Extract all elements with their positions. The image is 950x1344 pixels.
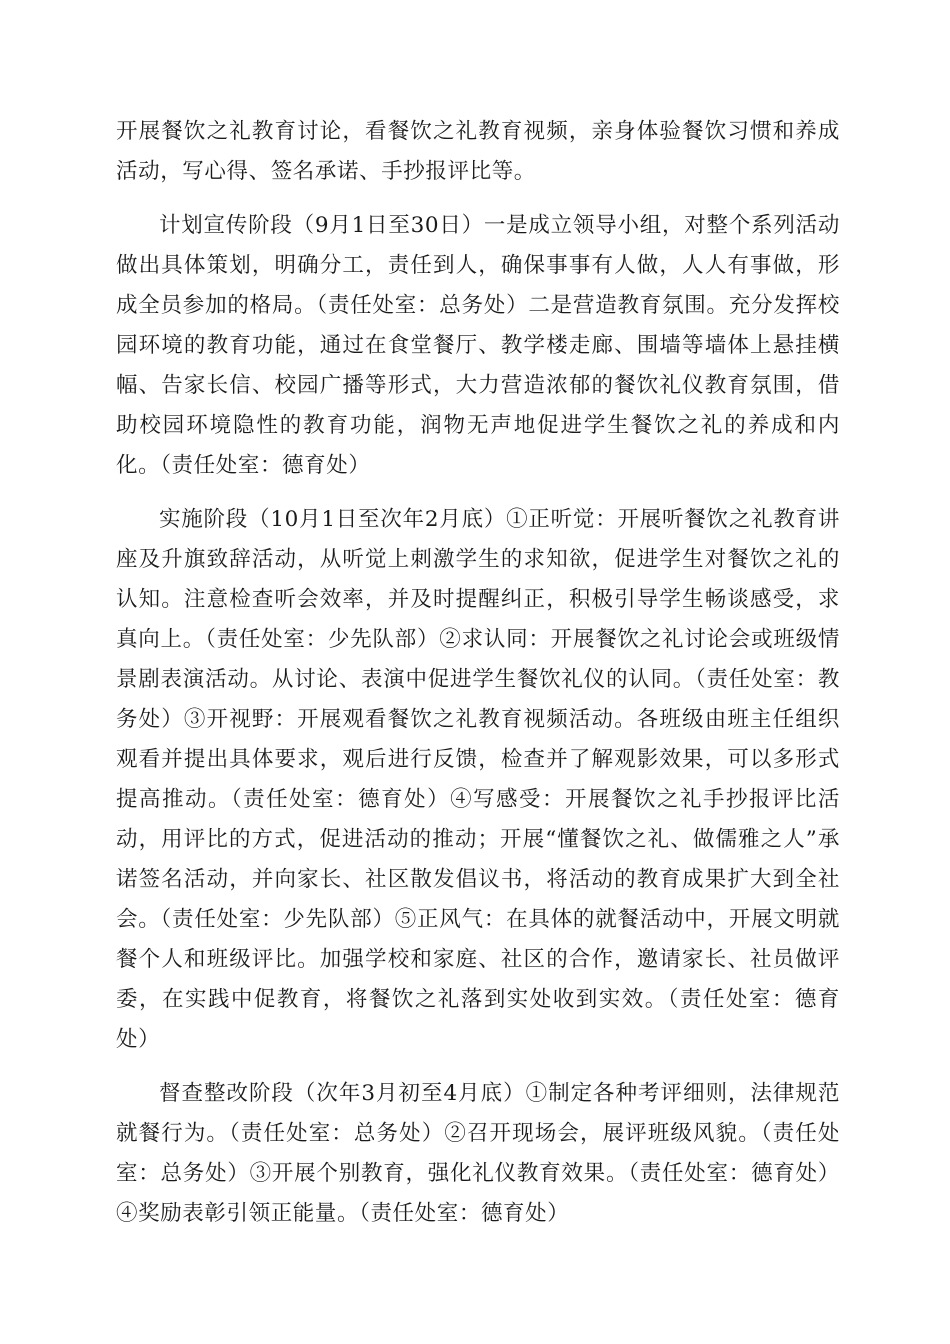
paragraph-supervision-stage: 督查整改阶段（次年3月初至4月底）①制定各种考评细则，法律规范就餐行为。（责任处室：总务处）②召开现场会，展评班级风貌。（责任处室：总务处）③开展个别教育，强化礼仪教育效果。（责任处室：德育处）④奖励表彰引领正能量。（责任处室：德育处） xyxy=(116,1081,840,1226)
document-body xyxy=(116,112,840,1234)
paragraph-implementation-stage: 实施阶段（10月1日至次年2月底）①正听觉：开展听餐饮之礼教育讲座及升旗致辞活动，从听觉上刺激学生的求知欲，促进学生对餐饮之礼的认知。注意检查听会效率，并及时提醒纠正，积极引导学生畅谈感受，求真向上。（责任处室：少先队部）②求认同：开展餐饮之礼讨论会或班级情景剧表演活动。从讨论、表演中促进学生餐饮礼仪的认同。（责任处室：教务处）③开视野：开展观看餐饮之礼教育视频活动。各班级由班主任组织观看并提出具体要求，观后进行反馈，检查并了解观影效果，可以多形式提高推动。（责任处室：德育处）④写感受：开展餐饮之礼手抄报评比活动，用评比的方式，促进活动的推动；开展“懂餐饮之礼、做儒雅之人”承诺签名活动，并向家长、社区散发倡议书，将活动的教育成果扩大到全社会。（责任处室：少先队部）⑤正风气：在具体的就餐活动中，开展文明就餐个人和班级评比。加强学校和家庭、社区的合作，邀请家长、社员做评委，在实践中促教育，将餐饮之礼落到实处收到实效。（责任处室：德育处） xyxy=(116,507,840,1052)
paragraph-continuation: 开展餐饮之礼教育讨论，看餐饮之礼教育视频，亲身体验餐饮习惯和养成活动，写心得、签名承诺、手抄报评比等。 xyxy=(116,119,840,184)
paragraph-planning-stage: 计划宣传阶段（9月1日至30日）一是成立领导小组，对整个系列活动做出具体策划，明确分工，责任到人，确保事事有人做，人人有事做，形成全员参加的格局。（责任处室：总务处）二是营造教育氛围。充分发挥校园环境的教育功能，通过在食堂餐厅、教学楼走廊、围墙等墙体上悬挂横幅、告家长信、校园广播等形式，大力营造浓郁的餐饮礼仪教育氛围，借助校园环境隐性的教育功能，润物无声地促进学生餐饮之礼的养成和内化。（责任处室：德育处） xyxy=(116,213,840,478)
